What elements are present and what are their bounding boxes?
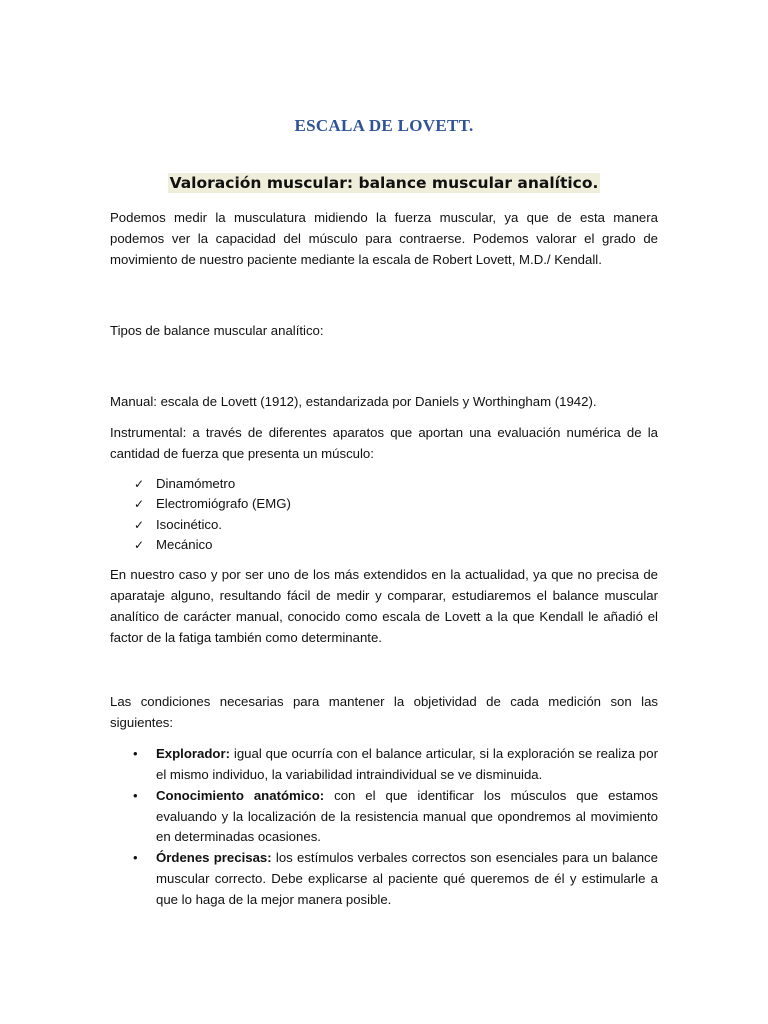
list-item <box>110 474 658 494</box>
check-icon: ✓ <box>134 477 145 491</box>
list-item <box>110 786 658 848</box>
instrument-label: Mecánico <box>156 536 213 552</box>
document-subtitle: Valoración muscular: balance muscular analítico. <box>169 174 599 192</box>
spacer <box>110 270 658 320</box>
condition-text: con el que identificar los músculos que estamos evaluando y la localización de la resistencia manual que opondremos al movimiento en determinadas ocasiones. <box>156 787 658 845</box>
spacer <box>110 648 658 691</box>
condition-term: Órdenes precisas: <box>156 850 272 866</box>
document-title: ESCALA DE LOVETT. <box>294 116 474 135</box>
types-heading: Tipos de balance muscular analítico: <box>110 323 324 338</box>
conditions-list <box>110 744 658 910</box>
list-item <box>110 515 658 535</box>
instrument-list <box>110 474 658 555</box>
check-icon: ✓ <box>134 497 145 512</box>
conditions-paragraph: Las condiciones necesarias para mantener la objetividad de cada medición son las siguientes: <box>110 694 658 731</box>
subtitle-container <box>0 173 768 193</box>
instrumental-paragraph: Instrumental: a través de diferentes aparatos que aportan una evaluación numérica de la cantidad de fuerza que presenta un músculo: <box>110 425 658 461</box>
condition-text: igual que ocurría con el balance articular, si la exploración se realiza por el mismo individuo, la variabilidad intraindividual se ve disminuida. <box>156 746 658 782</box>
instrument-label: Electromiógrafo (EMG) <box>156 496 291 512</box>
bullet-icon: • <box>133 850 138 866</box>
spacer <box>110 341 658 391</box>
list-item <box>110 494 658 514</box>
intro-paragraph: Podemos medir la musculatura midiendo la fuerza muscular, ya que de esta manera podemos ver la capacidad del músculo para contraerse. Podemos valorar el grado de movimiento de nuestro paciente mediante la escala de Robert Lovett, M.D./ Kendall. <box>110 210 658 267</box>
spacer <box>110 412 658 422</box>
instrument-label: Isocinético. <box>156 516 222 532</box>
document-body <box>110 207 658 911</box>
bullet-icon: • <box>133 787 138 803</box>
condition-text: los estímulos verbales correctos son esenciales para un balance muscular correcto. Debe explicarse al paciente qué queremos de él y estimularle a que lo haga de la mejor manera posible. <box>156 850 658 907</box>
list-item <box>110 535 658 555</box>
case-paragraph: En nuestro caso y por ser uno de los más extendidos en la actualidad, ya que no precisa de aparataje alguno, resultando fácil de medir y comparar, estudiaremos el balance muscular analítico de carácter manual, conocido como escala de Lovett a la que Kendall le añadió el factor de la fatiga también como determinante. <box>110 567 658 646</box>
condition-term: Conocimiento anatómico: <box>156 787 325 803</box>
manual-paragraph: Manual: escala de Lovett (1912), estandarizada por Daniels y Worthingham (1942). <box>110 394 597 409</box>
list-item <box>110 848 658 910</box>
list-item <box>110 744 658 786</box>
check-icon: ✓ <box>134 537 145 552</box>
condition-term: Explorador: <box>156 746 231 762</box>
instrument-label: Dinamómetro <box>156 476 236 491</box>
bullet-icon: • <box>133 746 138 762</box>
check-icon: ✓ <box>134 517 145 532</box>
